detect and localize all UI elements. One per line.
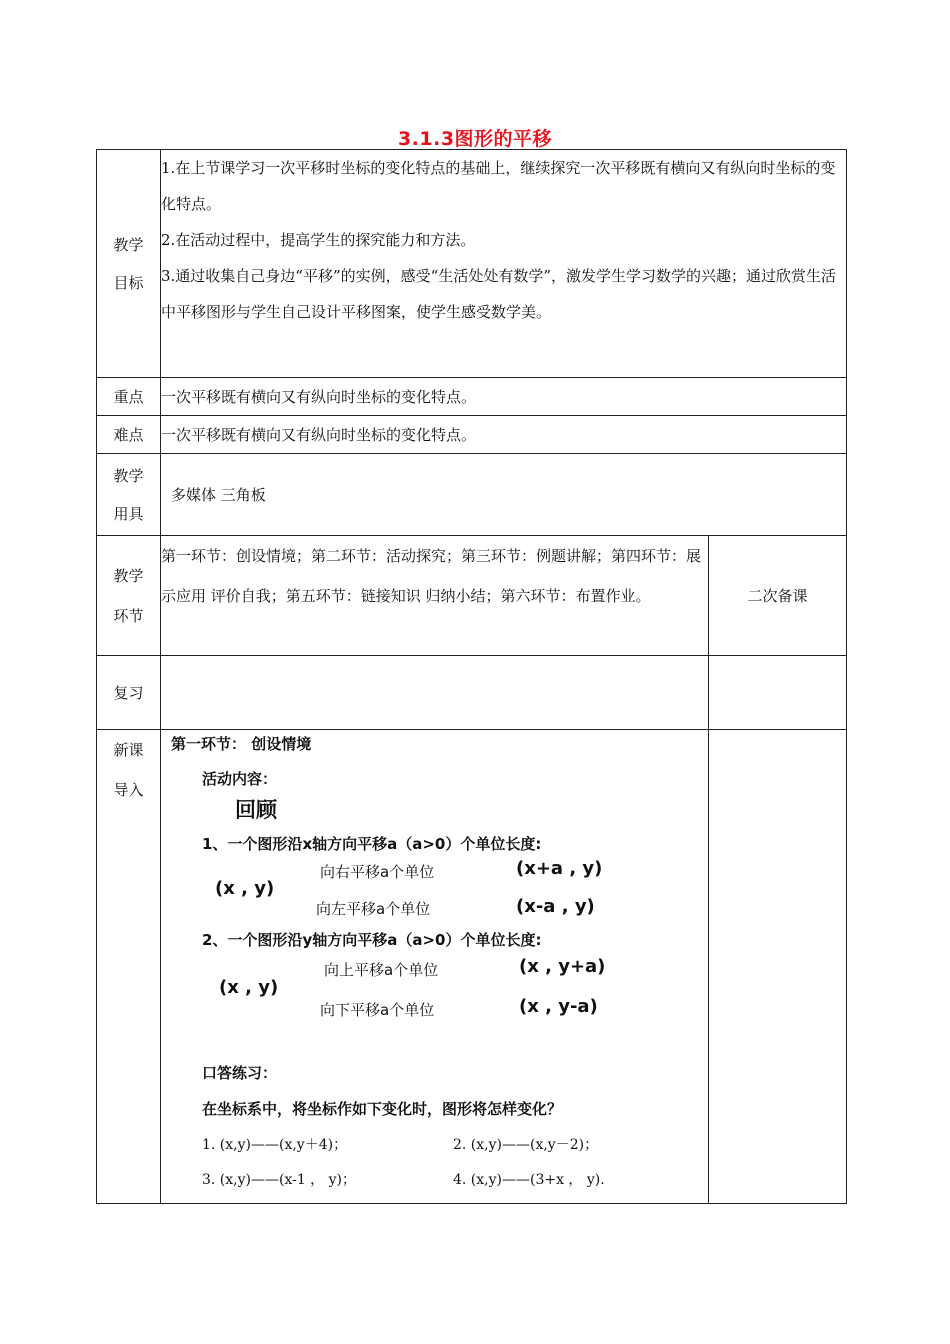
difficulty-text: 一次平移既有横向又有纵向时坐标的变化特点。 <box>161 416 847 454</box>
review-label: 复习 <box>97 656 161 730</box>
objective-item-2: 2.在活动过程中，提高学生的探究能力和方法。 <box>161 231 476 249</box>
y-shift-heading: 2、一个图形沿y轴方向平移a（a>0）个单位长度: <box>202 931 542 949</box>
new-lesson-row <box>97 730 847 1204</box>
review-content <box>161 656 709 730</box>
objectives-label: 教学 目标 <box>97 150 161 378</box>
new-lesson-content <box>161 730 709 1204</box>
y-up-result: (x , y+a) <box>519 956 606 977</box>
review-row <box>97 656 847 730</box>
y-down-result: (x , y-a) <box>519 996 598 1017</box>
lesson-plan-table <box>96 149 847 1204</box>
y-origin-coord: (x , y) <box>219 977 279 998</box>
exercise-1: 1. (x,y)——(x,y＋4)； <box>202 1137 348 1153</box>
practice-question: 在坐标系中，将坐标作如下变化时，图形将怎样变化？ <box>202 1100 563 1118</box>
x-right-label: 向右平移a个单位 <box>320 863 435 881</box>
second-prep-note: 二次备课 <box>709 536 847 656</box>
x-origin-coord: (x , y) <box>215 878 275 899</box>
exercise-2: 2. (x,y)——(x,y－2)； <box>453 1137 599 1153</box>
y-down-label: 向下平移a个单位 <box>320 1001 435 1019</box>
exercise-3: 3. (x,y)——(x-1 ， y)； <box>202 1172 357 1188</box>
difficulty-row <box>97 416 847 454</box>
difficulty-label: 难点 <box>97 416 161 454</box>
steps-row <box>97 536 847 656</box>
section-title: 第一环节： 创设情境 <box>171 735 312 753</box>
objectives-row <box>97 150 847 378</box>
page-title: 3.1.3图形的平移 <box>397 128 553 150</box>
x-left-result: (x-a , y) <box>516 896 595 917</box>
new-lesson-label: 新课 导入 <box>97 730 161 1204</box>
x-right-result: (x+a , y) <box>516 858 603 879</box>
objectives-content <box>161 150 847 378</box>
y-up-label: 向上平移a个单位 <box>324 961 439 979</box>
key-point-text: 一次平移既有横向又有纵向时坐标的变化特点。 <box>161 378 847 416</box>
key-point-row <box>97 378 847 416</box>
review-side <box>709 656 847 730</box>
x-shift-heading: 1、一个图形沿x轴方向平移a（a>0）个单位长度: <box>202 835 542 853</box>
tools-text: 多媒体 三角板 <box>161 454 847 536</box>
activity-label: 活动内容： <box>202 770 278 788</box>
steps-text: 第一环节：创设情境；第二环节：活动探究；第三环节：例题讲解；第四环节：展示应用 评价自我；第五环节：链接知识 归纳小结；第六环节：布置作业。 <box>161 536 709 656</box>
objective-item-1: 1.在上节课学习一次平移时坐标的变化特点的基础上，继续探究一次平移既有横向又有纵向时坐标的变化特点。 <box>161 159 836 213</box>
oral-practice-label: 口答练习： <box>202 1064 278 1082</box>
objective-item-3: 3.通过收集自己身边“平移”的实例，感受“生活处处有数学”，激发学生学习数学的兴趣；通过欣赏生活中平移图形与学生自己设计平移图案，使学生感受数学美。 <box>161 267 836 321</box>
exercise-4: 4. (x,y)——(3+x ， y). <box>453 1172 605 1188</box>
key-point-label: 重点 <box>97 378 161 416</box>
slide-title: 回顾 <box>235 798 277 822</box>
x-left-label: 向左平移a个单位 <box>316 900 431 918</box>
new-lesson-side <box>709 730 847 1204</box>
tools-row <box>97 454 847 536</box>
tools-label: 教学 用具 <box>97 454 161 536</box>
steps-label: 教学 环节 <box>97 536 161 656</box>
